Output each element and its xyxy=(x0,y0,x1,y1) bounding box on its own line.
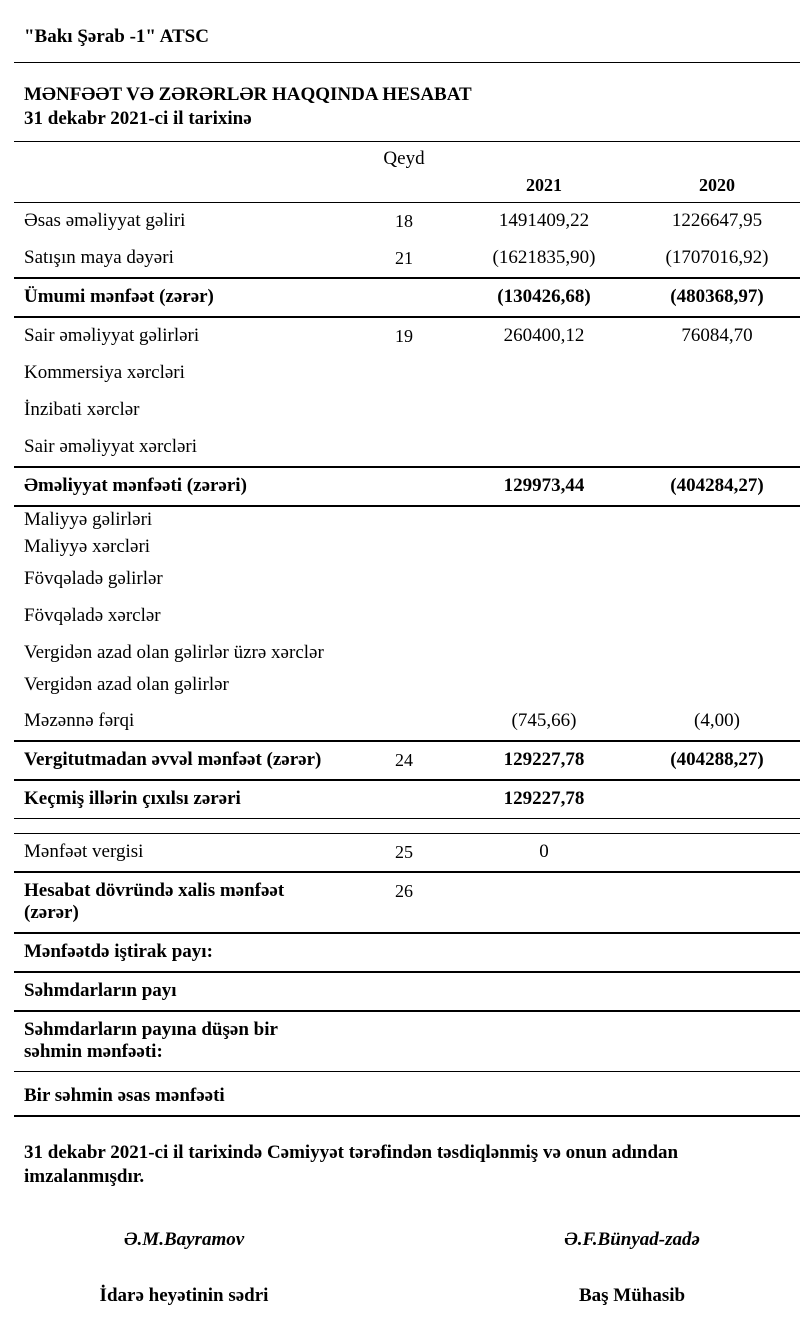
row-label: Sair əməliyyat xərcləri xyxy=(24,436,198,457)
row-label: Fövqəladə xərclər xyxy=(24,605,161,626)
row-value-2021: 260400,12 xyxy=(503,325,585,346)
table-gap xyxy=(14,819,800,833)
table-row-section xyxy=(14,1012,800,1072)
header-note-column: Qeyd xyxy=(383,148,425,169)
row-label: İnzibati xərclər xyxy=(24,399,140,420)
row-value-2021: 129973,44 xyxy=(503,475,585,496)
row-label: Vergidən azad olan gəlirlər üzrə xərclər xyxy=(24,642,324,663)
table-row-total xyxy=(14,781,800,819)
table-row xyxy=(14,635,800,672)
signature-right-title: Baş Mühasib xyxy=(578,1285,686,1306)
report-page xyxy=(14,0,800,1307)
row-label: Əsas əməliyyat gəliri xyxy=(24,210,186,231)
table-row xyxy=(14,240,800,277)
row-label: Keçmiş illərin çıxılsı zərəri xyxy=(24,788,241,809)
row-label: Səhmdarların payına düşən bir səhmin mənfəəti: xyxy=(24,1019,278,1062)
table-row xyxy=(14,392,800,429)
row-value-2020: 1226647,95 xyxy=(671,210,763,231)
table-row xyxy=(14,534,800,561)
table-row xyxy=(14,672,800,703)
row-label: Əməliyyat mənfəəti (zərəri) xyxy=(24,475,247,496)
table-row xyxy=(14,833,800,873)
row-label: Sair əməliyyat gəlirləri xyxy=(24,325,200,346)
row-label: Ümumi mənfəət (zərər) xyxy=(24,286,214,307)
company-name: "Bakı Şərab -1" ATSC xyxy=(14,26,800,63)
row-label: Mənfəətdə iştirak payı: xyxy=(24,941,213,962)
row-label: Vergitutmadan əvvəl mənfəət (zərər) xyxy=(24,749,322,770)
table-row xyxy=(14,703,800,740)
signature-left-name: Ə.M.Bayramov xyxy=(123,1229,245,1250)
row-label: Fövqəladə gəlirlər xyxy=(24,568,163,589)
table-row-total xyxy=(14,740,800,781)
row-value-2021: 129227,78 xyxy=(503,788,585,809)
row-value-2021: 0 xyxy=(539,841,549,862)
table-row-total xyxy=(14,873,800,934)
signature-left-title: İdarə heyətinin sədri xyxy=(99,1285,269,1306)
row-value-2020: (404284,27) xyxy=(670,475,764,496)
income-statement-table xyxy=(14,141,800,1117)
header-label-spacer xyxy=(14,172,354,198)
signature-right-name: Ə.F.Bünyad-zadə xyxy=(564,1229,700,1250)
table-row-section xyxy=(14,1078,800,1117)
table-row-total xyxy=(14,466,800,507)
row-label: Hesabat dövründə xalis mənfəət (zərər) xyxy=(24,880,285,923)
report-title-block xyxy=(14,63,800,141)
row-value-2020: (480368,97) xyxy=(670,286,764,307)
table-row xyxy=(14,318,800,355)
header-note-spacer xyxy=(354,172,454,198)
table-row-section xyxy=(14,973,800,1012)
report-title: MƏNFƏƏT VƏ ZƏRƏRLƏR HAQQINDA HESABAT xyxy=(24,84,472,105)
row-value-2021: 1491409,22 xyxy=(498,210,590,231)
table-row xyxy=(14,429,800,466)
row-label: Maliyyə xərcləri xyxy=(24,536,151,557)
row-note: 19 xyxy=(395,326,413,346)
row-value-2021: (1621835,90) xyxy=(492,247,596,268)
table-row xyxy=(14,203,800,240)
row-value-2020: 76084,70 xyxy=(681,325,753,346)
row-label: Məzənnə fərqi xyxy=(24,710,135,731)
row-label: Vergidən azad olan gəlirlər xyxy=(24,674,229,695)
header-year-spacer xyxy=(454,146,634,172)
row-value-2020: (1707016,92) xyxy=(665,247,769,268)
header-year-2020: 2020 xyxy=(699,175,735,195)
row-label: Kommersiya xərcləri xyxy=(24,362,185,383)
row-note: 18 xyxy=(395,211,413,231)
row-note: 24 xyxy=(395,750,413,770)
table-row xyxy=(14,355,800,392)
header-year-spacer-2 xyxy=(634,146,800,172)
row-label: Bir səhmin əsas mənfəəti xyxy=(24,1085,225,1106)
row-label: Satışın maya dəyəri xyxy=(24,247,174,268)
signature-block xyxy=(14,1229,800,1307)
table-row xyxy=(14,561,800,598)
row-label: Maliyyə gəlirləri xyxy=(24,509,153,530)
table-row xyxy=(14,507,800,534)
table-row-total xyxy=(14,277,800,318)
row-value-2021: (130426,68) xyxy=(497,286,591,307)
signature-right xyxy=(464,1229,800,1307)
header-label-spacer xyxy=(14,146,354,172)
row-label: Mənfəət vergisi xyxy=(24,841,144,862)
row-value-2021: 129227,78 xyxy=(503,749,585,770)
table-header xyxy=(14,141,800,203)
row-note: 25 xyxy=(395,842,413,862)
row-note: 26 xyxy=(395,881,413,901)
table-row-section xyxy=(14,934,800,973)
row-note: 21 xyxy=(395,248,413,268)
signature-left xyxy=(14,1229,354,1307)
row-value-2020: (404288,27) xyxy=(670,749,764,770)
row-value-2020: (4,00) xyxy=(694,710,740,731)
header-year-2021: 2021 xyxy=(526,175,562,195)
report-date: 31 dekabr 2021-ci il tarixinə xyxy=(24,108,252,129)
row-label: Səhmdarların payı xyxy=(24,980,177,1001)
approval-statement: 31 dekabr 2021-ci il tarixində Cəmiyyət tərəfindən təsdiqlənmiş və onun adından imzalanmışdır. xyxy=(24,1142,679,1187)
row-value-2021: (745,66) xyxy=(511,710,577,731)
table-row xyxy=(14,598,800,635)
